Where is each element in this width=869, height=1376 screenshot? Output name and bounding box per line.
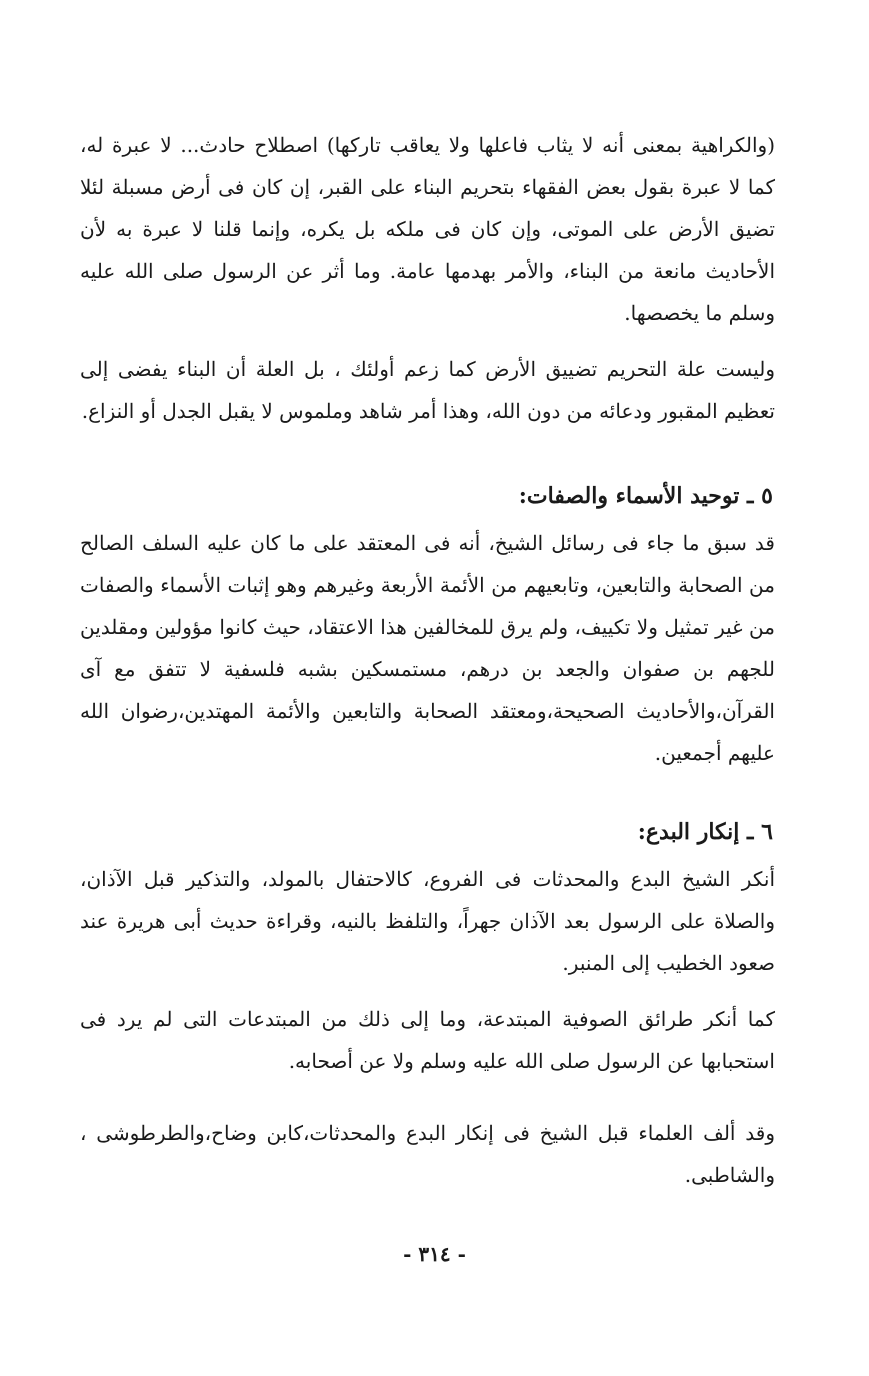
- section-heading-asma-sifat: ٥ ـ توحيد الأسماء والصفات:: [518, 483, 773, 509]
- paragraph-karahiya: (والكراهية بمعنى أنه لا يثاب فاعلها ولا يعاقب تاركها) اصطلاح حادث... لا عبرة له، كما لا عبرة بقول بعض الفقهاء بتحريم البناء على القبر، إن كان فى أرض مسبلة لئلا تضيق الأرض على الموتى، وإن كان فى ملكه بل يكره، وإنما قلنا لا عبرة به لأن الأحاديث مانعة من البناء، والأمر بهدمها عامة. وما أثر عن الرسول صلى الله عليه وسلم ما يخصصها.: [80, 133, 776, 325]
- paragraph-inkar-bida: أنكر الشيخ البدع والمحدثات فى الفروع، كالاحتفال بالمولد، والتذكير قبل الآذان، والصلاة على الرسول بعد الآذان جهراً، والتلفظ بالنيه، وقراءة حديث أبى هريرة عند صعود الخطيب إلى المنبر.: [80, 867, 775, 975]
- paragraph-illat-tahrim: وليست علة التحريم تضييق الأرض كما زعم أولئك ، بل العلة أن البناء يفضى إلى تعظيم المقبور ودعائه من دون الله، وهذا أمر شاهد وملموس لا يقبل الجدل أو النزاع.: [80, 357, 775, 423]
- paragraph-ulama-bida: وقد ألف العلماء قبل الشيخ فى إنكار البدع والمحدثات،كابن وضاح،والطرطوشى ، والشاطبى.: [80, 1121, 775, 1187]
- page-number: - ٣١٤ -: [403, 1242, 466, 1266]
- paragraph-turuq-sufiya: كما أنكر طرائق الصوفية المبتدعة، وما إلى ذلك من المبتدعات التى لم يرد فى استحبابها عن الرسول صلى الله عليه وسلم ولا عن أصحابه.: [80, 1007, 775, 1073]
- paragraph-asma-sifat: قد سبق ما جاء فى رسائل الشيخ، أنه فى المعتقد على ما كان عليه السلف الصالح من الصحابة والتابعين، وتابعيهم من الأئمة الأربعة وغيرهم وهو إثبات الأسماء والصفات من غير تمثيل ولا تكييف، ولم يرق للمخالفين هذا الاعتقاد، حيث كانوا مؤولين ومقلدين للجهم بن صفوان والجعد بن درهم، مستمسكين بشبه فلسفية لا تتفق مع آى القرآن،والأحاديث الصحيحة،ومعتقد الصحابة والتابعين والأئمة المهتدين،رضوان الله عليهم أجمعين.: [80, 531, 775, 765]
- section-heading-inkar-bida: ٦ ـ إنكار البدع:: [637, 819, 773, 845]
